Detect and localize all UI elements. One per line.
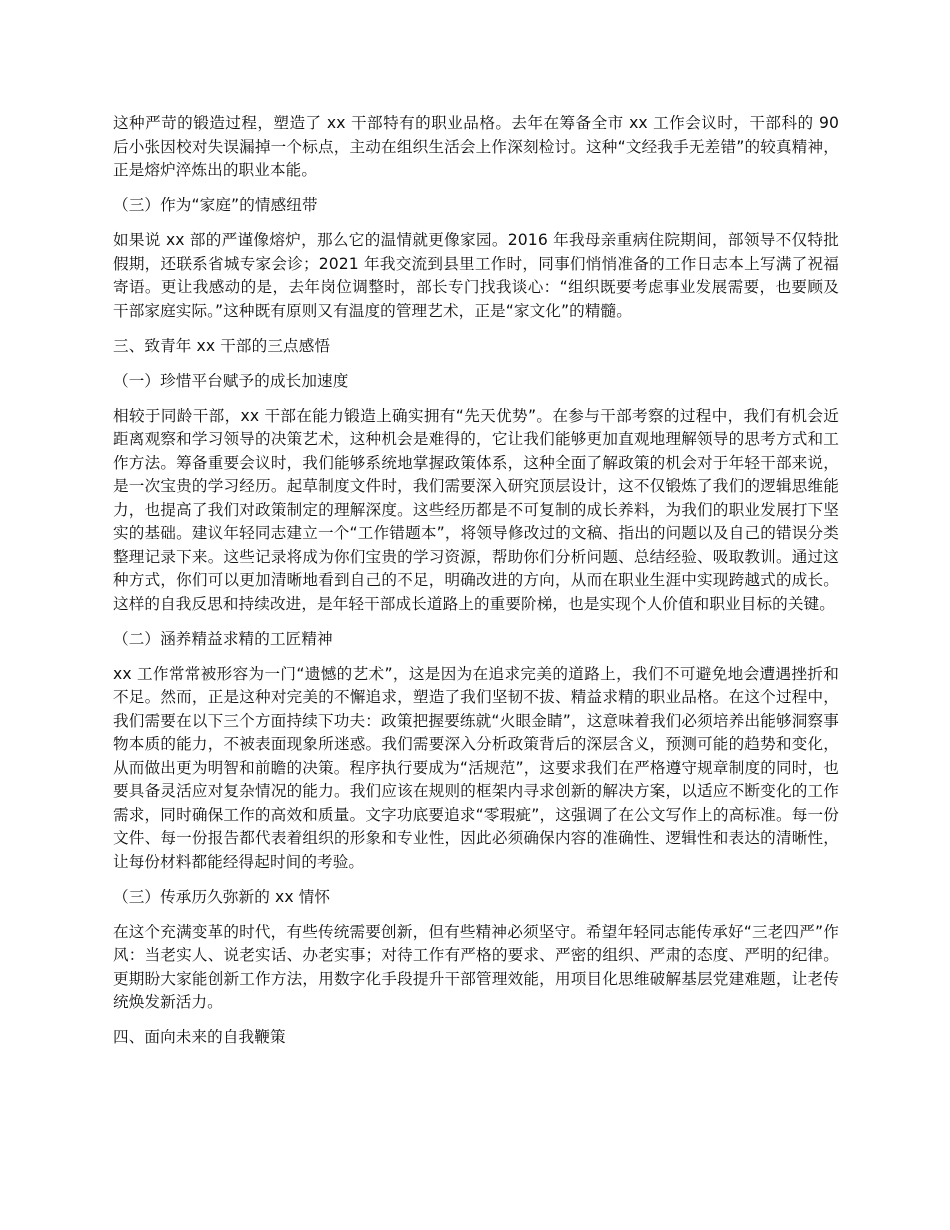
document-page — [113, 112, 839, 1061]
subsection-heading: （三）传承历久弥新的 xx 情怀 — [113, 887, 331, 906]
body-paragraph: 这种严苛的锻造过程，塑造了 xx 干部特有的职业品格。去年在筹备全市 xx 工作会议时，干部科的 90 后小张因校对失误漏掉一个标点，主动在组织生活会上作深刻检讨。这种“文经我手无差错”的较真精神，正是熔炉淬炼出的职业本能。 — [113, 114, 839, 179]
body-paragraph: 相较于同龄干部，xx 干部在能力锻造上确实拥有“先天优势”。在参与干部考察的过程中，我们有机会近距离观察和学习领导的决策艺术，这种机会是难得的，它让我们能够更加直观地理解领导的思考方式和工作方法。筹备重要会议时，我们能够系统地掌握政策体系，这种全面了解政策的机会对于年轻干部来说，是一次宝贵的学习经历。起草制度文件时，我们需要深入研究顶层设计，这不仅锻炼了我们的逻辑思维能力，也提高了我们对政策制定的理解深度。这些经历都是不可复制的成长养料，为我们的职业发展打下坚实的基础。建议年轻同志建立一个“工作错题本”，将领导修改过的文稿、指出的问题以及自己的错误分类整理记录下来。这些记录将成为你们宝贵的学习资源，帮助你们分析问题、总结经验、吸取教训。通过这种方式，你们可以更加清晰地看到自己的不足，明确改进的方向，从而在职业生涯中实现跨越式的成长。这样的自我反思和持续改进，是年轻干部成长道路上的重要阶梯，也是实现个人价值和职业目标的关键。 — [113, 406, 839, 613]
section-heading: 三、致青年 xx 干部的三点感悟 — [113, 336, 331, 355]
subsection-heading: （三）作为“家庭”的情感纽带 — [113, 196, 318, 214]
subsection-heading: （二）涵养精益求精的工匠精神 — [113, 629, 333, 648]
body-paragraph: 在这个充满变革的时代，有些传统需要创新，但有些精神必须坚守。希望年轻同志能传承好“三老四严”作风：当老实人、说老实话、办老实事；对待工作有严格的要求、严密的组织、严肃的态度、严明的纪律。更期盼大家能创新工作方法，用数字化手段提升干部管理效能，用项目化思维破解基层党建难题，让老传统焕发新活力。 — [113, 922, 839, 1011]
section-heading: 四、面向未来的自我鞭策 — [113, 1028, 286, 1046]
subsection-heading: （一）珍惜平台赋予的成长加速度 — [113, 371, 349, 390]
body-paragraph: 如果说 xx 部的严谨像熔炉，那么它的温情就更像家园。2016 年我母亲重病住院期间，部领导不仅特批假期，还联系省城专家会诊；2021 年我交流到县里工作时，同事们悄悄准备的工作日志本上写满了祝福寄语。更让我感动的是，去年岗位调整时，部长专门找我谈心：“组织既要考虑事业发展需要，也要顾及干部家庭实际。”这种既有原则又有温度的管理艺术，正是“家文化”的精髓。 — [113, 231, 839, 320]
body-paragraph: xx 工作常常被形容为一门“遗憾的艺术”，这是因为在追求完美的道路上，我们不可避免地会遭遇挫折和不足。然而，正是这种对完美的不懈追求，塑造了我们坚韧不拔、精益求精的职业品格。在这个过程中，我们需要在以下三个方面持续下功夫：政策把握要练就“火眼金睛”，这意味着我们必须培养出能够洞察事物本质的能力，不被表面现象所迷惑。我们需要深入分析政策背后的深层含义，预测可能的趋势和变化，从而做出更为明智和前瞻的决策。程序执行要成为“活规范”，这要求我们在严格遵守规章制度的同时，也要具备灵活应对复杂情况的能力。我们应该在规则的框架内寻求创新的解决方案，以适应不断变化的工作需求，同时确保工作的高效和质量。文字功底要追求“零瑕疵”，这强调了在公文写作上的高标准。每一份文件、每一份报告都代表着组织的形象和专业性，因此必须确保内容的准确性、逻辑性和表达的清晰性，让每份材料都能经得起时间的考验。 — [113, 664, 839, 871]
